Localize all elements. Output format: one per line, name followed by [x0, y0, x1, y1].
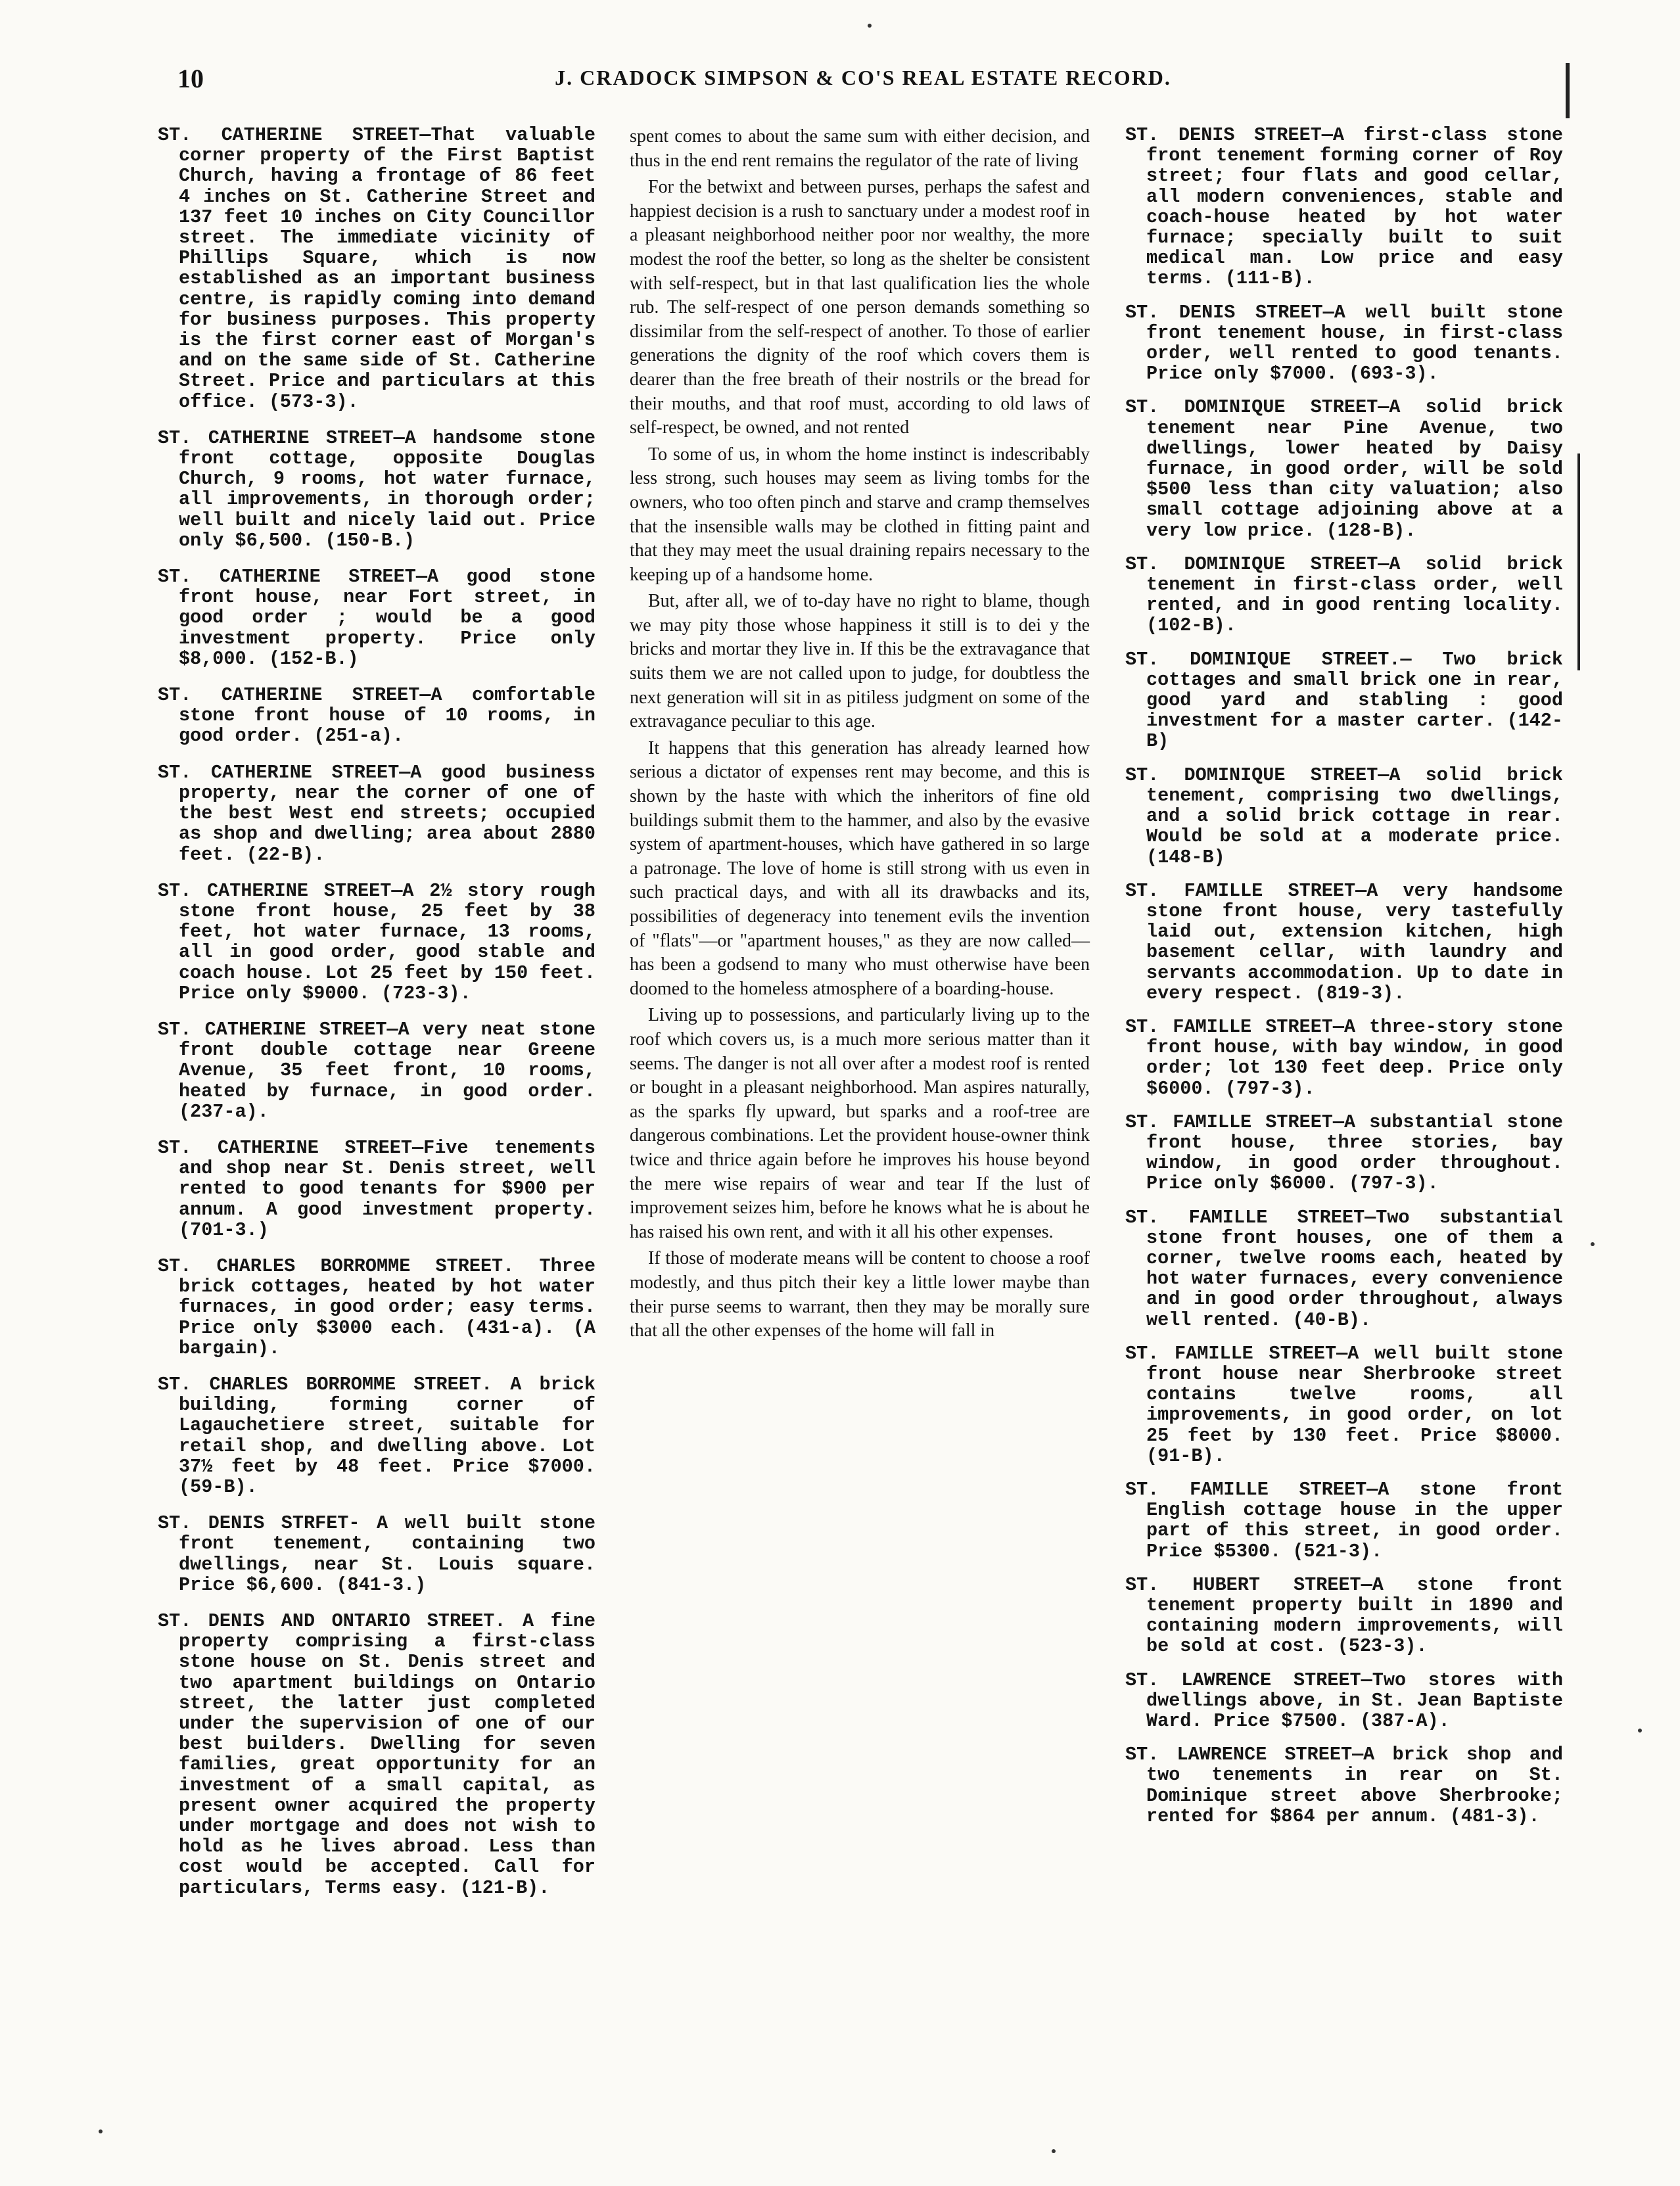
listing: ST. DENIS STREET—A first-class stone front tenement forming corner of Roy street; four flats and good cellar, all modern conveniences, stable and coach-house heated by hot water furnace; specially built to suit medical man. Low price and easy terms. (111-B).	[1125, 124, 1563, 290]
paragraph: If those of moderate means will be content to choose a roof modestly, and thus pitch their key a little lower maybe than their purse seems to warrant, then they may be morally sure that all the other expenses of the home will fall in	[630, 1248, 1090, 1341]
listing: ST. CATHERINE STREET—A good stone front house, near Fort street, in good order ; would be a good investment property. Price only $8,000. (152-B.)	[158, 566, 595, 670]
listing: ST. DENIS STRFET- A well built stone front tenement, containing two dwellings, near St. Louis square. Price $6,600. (841-3.)	[158, 1512, 595, 1596]
listing: ST. CATHERINE STREET—A good business property, near the corner of one of the best West end streets; occupied as shop and dwelling; area about 2880 feet. (22-B).	[158, 761, 595, 866]
print-speck	[1638, 1729, 1642, 1733]
listing: ST. FAMILLE STREET—A substantial stone front house, three stories, bay window, in good order throughout. Price only $6000. (797-3).	[1125, 1111, 1563, 1195]
paragraph: But, after all, we of to-day have no right to blame, though we may pity those whose happiness it still is to dei y the bricks and mortar they live in. If this be the extravagance that suits them we are not called upon to judge, for doubtless the next generation will sit in as pitiless judgment on some of the extravagance peculiar to this age.	[630, 591, 1090, 732]
listing: ST. DOMINIQUE STREET—A solid brick tenement near Pine Avenue, two dwellings, lower heated by Daisy furnace, in good order, will be sold $500 less than city valuation; also small cottage adjoining above at a very low price. (128-B).	[1125, 396, 1563, 542]
listing: ST. CATHERINE STREET—A comfortable stone front house of 10 rooms, in good order. (251-a).	[158, 684, 595, 747]
listing: ST. CATHERINE STREET—A very neat stone front double cottage near Greene Avenue, 35 feet front, 10 rooms, heated by furnace, in good order. (237-a).	[158, 1018, 595, 1123]
listing: ST. FAMILLE STREET—A stone front English cottage house in the upper part of this street, in good order. Price $5300. (521-3).	[1125, 1478, 1563, 1562]
paragraph: Living up to possessions, and particularly living up to the roof which covers us, is a much more serious matter than it seems. The danger is not all over after a modest roof is rented or bought in a pleasant neighborhood. Man aspires naturally, as the sparks fly upward, but sparks and a roof-tree are dangerous combinations. Let the provident house-owner think twice and thrice again before he improves his house beyond the mere wise repairs of wear and tear If the lust of improvement seizes him, before he knows what he is about he has raised his own rent, and with it all his other expenses.	[630, 1005, 1090, 1242]
column-middle	[630, 125, 1090, 1346]
listing: ST. CHARLES BORROMME STREET. A brick building, forming corner of Lagauchetiere street, suitable for retail shop, and dwelling above. Lot 37½ feet by 48 feet. Price $7000. (59-B).	[158, 1373, 595, 1498]
running-head: J. CRADOCK SIMPSON & CO'S REAL ESTATE RECORD.	[555, 66, 1171, 89]
print-speck	[868, 24, 872, 28]
listing: ST. CATHERINE STREET—Five tenements and shop near St. Denis street, well rented to good tenants for $900 per annum. A good investment property. (701-3.)	[158, 1136, 595, 1241]
print-speck	[1591, 1242, 1595, 1246]
paragraph: For the betwixt and between purses, perhaps the safest and happiest decision is a rush to sanctuary under a modest roof in a pleasant neighborhood neither poor nor wealthy, the more modest the roof the better, so long as the shelter be consistent with self-respect, but in that last qualification lies the whole rub. The self-respect of one person demands something so dissimilar from the self-respect of another. To those of earlier generations the dignity of the roof which covers them is dearer than the free breath of their nostrils or the bread for their mouths, and that roof must, according to old laws of self-respect, be owned, and not rented	[630, 177, 1090, 438]
listing: ST. FAMILLE STREET—A three-story stone front house, with bay window, in good order; lot 130 feet deep. Price only $6000. (797-3).	[1125, 1015, 1563, 1100]
listing: ST. DOMINIQUE STREET—A solid brick tenement, comprising two dwellings, and a solid brick cottage in rear. Would be sold at a moderate price. (148-B)	[1125, 764, 1563, 868]
paragraph: To some of us, in whom the home instinct is indescribably less strong, such houses may seem as living tombs for the owners, who too often pinch and starve and cramp themselves that the insensible walls may be clothed in fitting paint and that they may meet the usual draining repairs necessary to the keeping up of a handsome home.	[630, 444, 1090, 585]
listing: ST. CATHERINE STREET—That valuable corner property of the First Baptist Church, having a frontage of 86 feet 4 inches on St. Catherine Street and 137 feet 10 inches on City Councillor street. The immediate vicinity of Phillips Square, which is now established as an important business centre, is rapidly coming into demand for business purposes. This property is the first corner east of Morgan's and on the same side of St. Catherine Street. Price and particulars at this office. (573-3).	[158, 124, 595, 413]
listing: ST. CATHERINE STREET—A handsome stone front cottage, opposite Douglas Church, 9 rooms, hot water furnace, all improvements, in thorough order; well built and nicely laid out. Price only $6,500. (150-B.)	[158, 427, 595, 551]
listing: ST. LAWRENCE STREET—Two stores with dwellings above, in St. Jean Baptiste Ward. Price $7500. (387-A).	[1125, 1669, 1563, 1733]
listing: ST. CHARLES BORROMME STREET. Three brick cottages, heated by hot water furnaces, in good order; easy terms. Price only $3000 each. (431-a). (A bargain).	[158, 1255, 595, 1359]
page-header	[177, 63, 1549, 103]
margin-bar	[1577, 453, 1580, 670]
listing: ST. LAWRENCE STREET—A brick shop and two tenements in rear on St. Dominique street above Sherbrooke; rented for $864 per annum. (481-3).	[1125, 1744, 1563, 1827]
paragraph: spent comes to about the same sum with either decision, and thus in the end rent remains the regulator of the rate of living	[630, 126, 1090, 171]
print-speck	[1052, 2149, 1056, 2153]
listing: ST. HUBERT STREET—A stone front tenement property built in 1890 and containing modern improvements, will be sold at cost. (523-3).	[1125, 1573, 1563, 1658]
listing: ST. FAMILLE STREET—Two substantial stone front houses, one of them a corner, twelve rooms each, heated by hot water furnaces, every convenience and in good order throughout, always well rented. (40-B).	[1125, 1206, 1563, 1331]
listing: ST. CATHERINE STREET—A 2½ story rough stone front house, 25 feet by 38 feet, hot water furnace, 13 rooms, all in good order, good stable and coach house. Lot 25 feet by 150 feet. Price only $9000. (723-3).	[158, 879, 595, 1004]
corner-mark	[1566, 63, 1570, 118]
column-right	[1125, 125, 1563, 1840]
page-number: 10	[177, 64, 204, 93]
listing: ST. DOMINIQUE STREET—A solid brick tenement in first-class order, well rented, and in good renting locality. (102-B).	[1125, 553, 1563, 637]
listing: ST. FAMILLE STREET—A very handsome stone front house, very tastefully laid out, extension kitchen, high basement cellar, with laundry and servants accommodation. Up to date in every respect. (819-3).	[1125, 879, 1563, 1004]
column-left	[158, 125, 595, 1914]
print-speck	[99, 2129, 103, 2133]
listing: ST. FAMILLE STREET—A well built stone front house near Sherbrooke street contains twelve rooms, all improvements, in good order, on lot 25 feet by 130 feet. Price $8000. (91-B).	[1125, 1342, 1563, 1467]
listing: ST. DENIS STREET—A well built stone front tenement house, in first-class order, well rented to good tenants. Price only $7000. (693-3).	[1125, 301, 1563, 385]
paragraph: It happens that this generation has already learned how serious a dictator of expenses rent may become, and this is shown by the haste with which the inheritors of fine old buildings submit them to the hammer, and also by the evasive system of apartment-houses, which have gathered in so large a patronage. The love of home is still strong with us even in such practical days, and with all its drawbacks and its, possibilities of degeneracy into tenement evils the invention of "flats"—or "apartment houses," as they are now called—has been a godsend to many who must otherwise have been doomed to the homeless atmosphere of a boarding-house.	[630, 737, 1090, 999]
listing: ST. DOMINIQUE STREET.— Two brick cottages and small brick one in rear, good yard and stabling : good investment for a master carter. (142-B)	[1125, 648, 1563, 753]
listing: ST. DENIS AND ONTARIO STREET. A fine property comprising a first-class stone house on St. Denis street and two apartment buildings on Ontario street, the latter just completed under the supervision of one of our best builders. Dwelling for seven families, great opportunity for an investment of a small capital, as present owner acquired the property under mortgage and does not wish to hold as he lives abroad. Less than cost would be accepted. Call for particulars, Terms easy. (121-B).	[158, 1610, 595, 1899]
